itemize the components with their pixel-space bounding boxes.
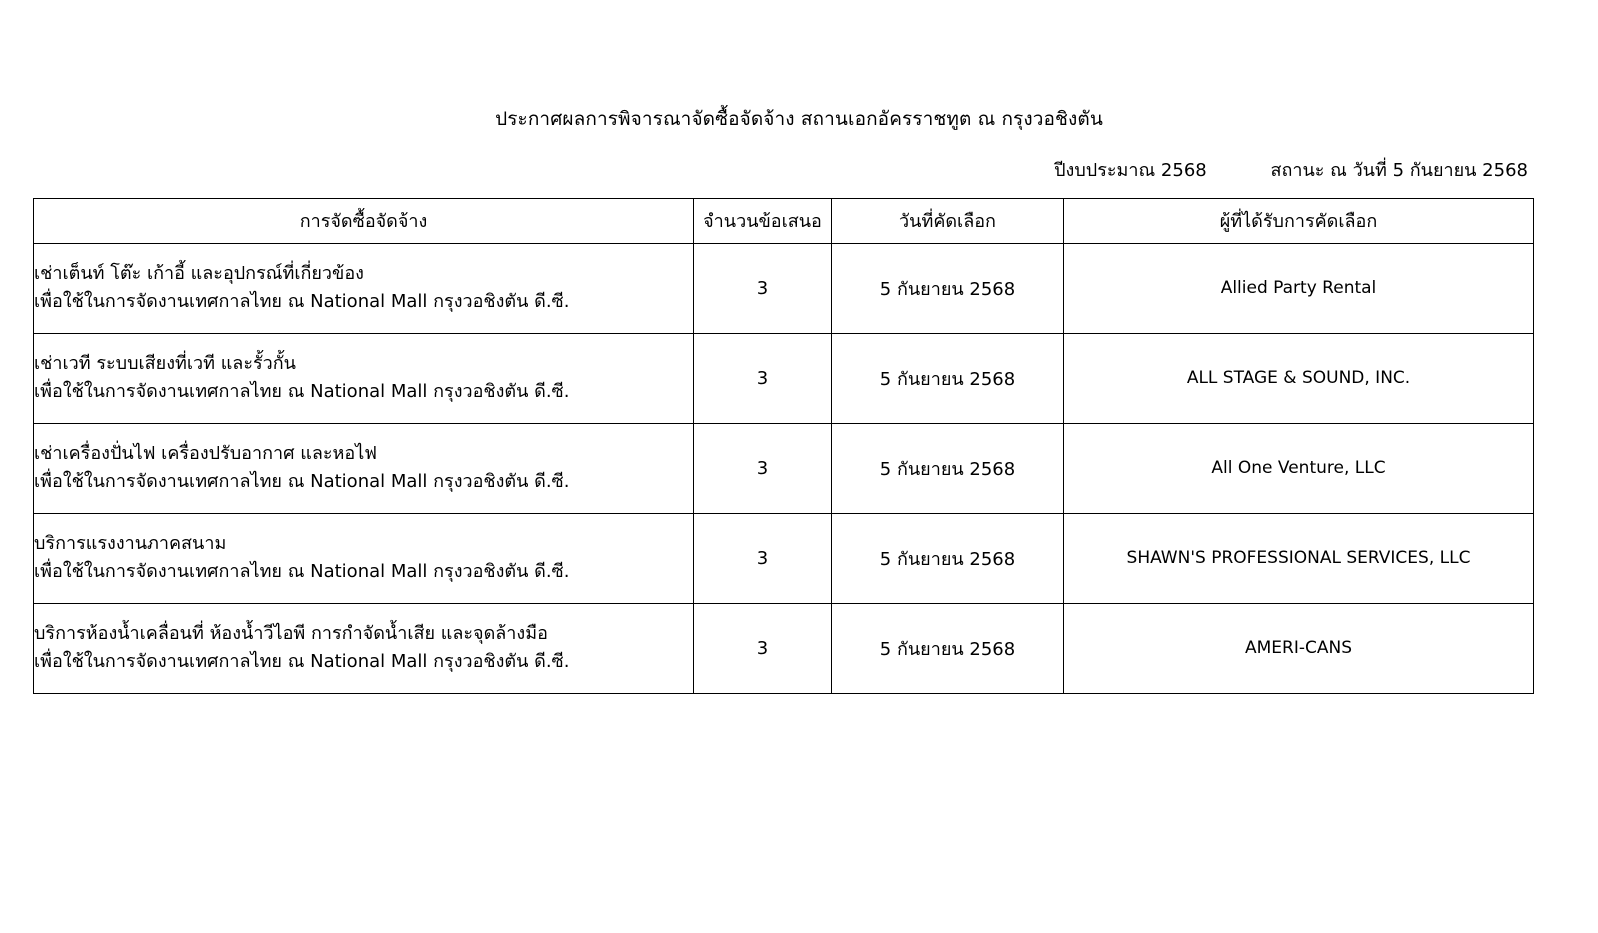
description-line-2: เพื่อใช้ในการจัดงานเทศกาลไทย ณ National Mall กรุงวอชิงตัน ดี.ซี. xyxy=(34,651,570,673)
document-page xyxy=(0,108,1598,933)
description-line-2: เพื่อใช้ในการจัดงานเทศกาลไทย ณ National Mall กรุงวอชิงตัน ดี.ซี. xyxy=(34,561,570,583)
table-body xyxy=(34,243,1534,693)
cell-selection-date: 5 กันยายน 2568 xyxy=(832,423,1064,513)
cell-selection-date: 5 กันยายน 2568 xyxy=(832,603,1064,693)
cell-winner: ALL STAGE & SOUND, INC. xyxy=(1064,333,1534,423)
column-header-offers: จำนวนข้อเสนอ xyxy=(694,198,832,243)
cell-winner: AMERI-CANS xyxy=(1064,603,1534,693)
table-row xyxy=(34,243,1534,333)
cell-offers: 3 xyxy=(694,243,832,333)
cell-winner: Allied Party Rental xyxy=(1064,243,1534,333)
description-line-2: เพื่อใช้ในการจัดงานเทศกาลไทย ณ National Mall กรุงวอชิงตัน ดี.ซี. xyxy=(34,381,570,403)
description-line-1: เช่าเต็นท์ โต๊ะ เก้าอี้ และอุปกรณ์ที่เกี่ยวข้อง xyxy=(34,263,364,285)
cell-winner: SHAWN'S PROFESSIONAL SERVICES, LLC xyxy=(1064,513,1534,603)
cell-description xyxy=(34,603,694,693)
cell-description xyxy=(34,243,694,333)
document-meta xyxy=(0,155,1528,184)
table-header-row xyxy=(34,198,1534,243)
table-row xyxy=(34,513,1534,603)
page-title: ประกาศผลการพิจารณาจัดซื้อจัดจ้าง สถานเอกอัครราชทูต ณ กรุงวอชิงตัน xyxy=(495,108,1103,130)
cell-selection-date: 5 กันยายน 2568 xyxy=(832,333,1064,423)
cell-description xyxy=(34,423,694,513)
description-line-1: เช่าเวที ระบบเสียงที่เวที และรั้วกั้น xyxy=(34,353,296,375)
table-header xyxy=(34,198,1534,243)
column-header-selection-date: วันที่คัดเลือก xyxy=(832,198,1064,243)
description-line-2: เพื่อใช้ในการจัดงานเทศกาลไทย ณ National Mall กรุงวอชิงตัน ดี.ซี. xyxy=(34,291,570,313)
description-line-1: เช่าเครื่องปั่นไฟ เครื่องปรับอากาศ และหอไฟ xyxy=(34,443,378,465)
procurement-results-table xyxy=(33,198,1534,694)
cell-selection-date: 5 กันยายน 2568 xyxy=(832,243,1064,333)
status-as-of-label: สถานะ ณ วันที่ 5 กันยายน 2568 xyxy=(1270,159,1528,181)
column-header-winner: ผู้ที่ได้รับการคัดเลือก xyxy=(1064,198,1534,243)
description-line-1: บริการแรงงานภาคสนาม xyxy=(34,533,227,555)
cell-selection-date: 5 กันยายน 2568 xyxy=(832,513,1064,603)
cell-description xyxy=(34,513,694,603)
table-row xyxy=(34,333,1534,423)
cell-offers: 3 xyxy=(694,333,832,423)
cell-description xyxy=(34,333,694,423)
description-line-1: บริการห้องน้ำเคลื่อนที่ ห้องน้ำวีไอพี การกำจัดน้ำเสีย และจุดล้างมือ xyxy=(34,623,548,645)
cell-winner: All One Venture, LLC xyxy=(1064,423,1534,513)
fiscal-year-label: ปีงบประมาณ 2568 xyxy=(1054,159,1207,181)
cell-offers: 3 xyxy=(694,603,832,693)
table-row xyxy=(34,603,1534,693)
column-header-description: การจัดซื้อจัดจ้าง xyxy=(34,198,694,243)
table-row xyxy=(34,423,1534,513)
cell-offers: 3 xyxy=(694,513,832,603)
description-line-2: เพื่อใช้ในการจัดงานเทศกาลไทย ณ National Mall กรุงวอชิงตัน ดี.ซี. xyxy=(34,471,570,493)
cell-offers: 3 xyxy=(694,423,832,513)
